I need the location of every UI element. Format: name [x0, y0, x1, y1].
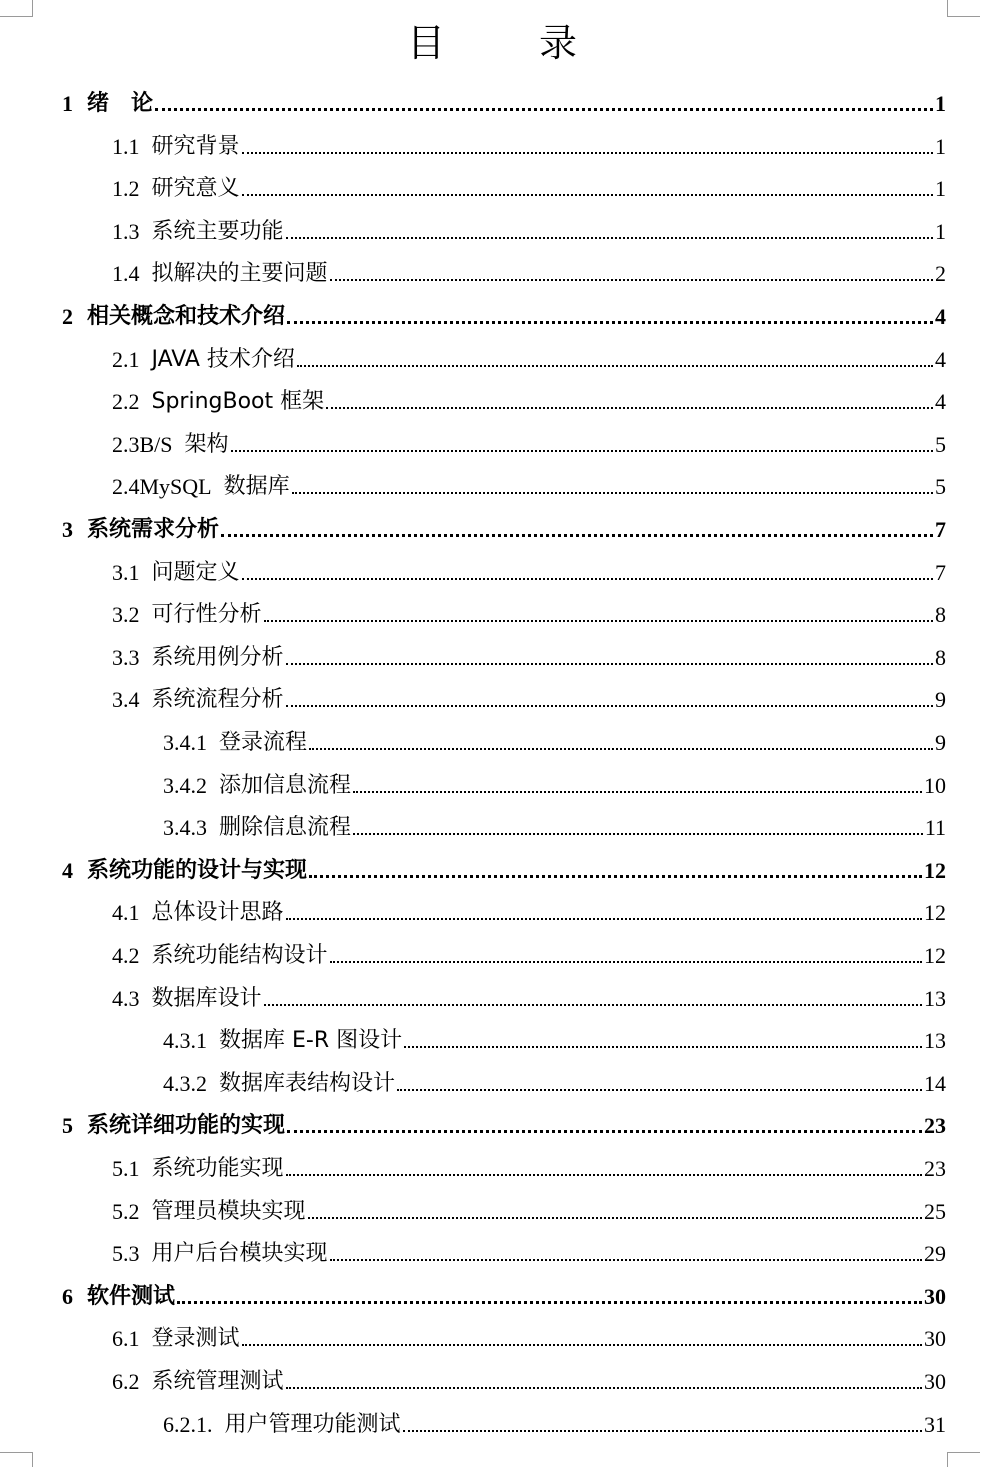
toc-entry-title: 数据库设计: [151, 985, 262, 1011]
toc-entry-number: 3.4.2: [163, 772, 207, 798]
toc-dot-leader: [309, 748, 933, 750]
toc-entry-number: 2.4MySQL: [112, 474, 212, 500]
toc-entry-page-number: 25: [924, 1198, 946, 1224]
toc-dot-leader: [330, 1259, 922, 1261]
toc-dot-leader: [397, 1089, 922, 1091]
toc-entry-title: 系统需求分析: [87, 517, 220, 542]
toc-entry-title: 数据库表结构设计: [219, 1070, 396, 1096]
toc-entry-number: 4.2: [112, 943, 140, 968]
toc-dot-leader: [353, 791, 922, 793]
toc-entry-2.1[interactable]: [112, 331, 946, 373]
toc-entry-number: 6: [62, 1283, 73, 1309]
toc-dot-leader: [242, 1344, 922, 1346]
toc-entry-page-number: 23: [924, 1156, 946, 1181]
toc-entry-number: 3.2: [112, 602, 140, 628]
toc-entry-4.1[interactable]: [112, 884, 946, 926]
toc-dot-leader: [292, 492, 933, 494]
toc-entry-5.3[interactable]: [112, 1225, 946, 1267]
toc-entry-page-number: 1: [935, 176, 946, 202]
toc-entry-3.4.2[interactable]: [163, 757, 946, 799]
toc-entry-5.2[interactable]: [112, 1183, 946, 1225]
toc-entry-5.1[interactable]: [112, 1140, 946, 1182]
toc-entry-title: 系统详细功能的实现: [87, 1113, 286, 1139]
toc-entry-title: 数据库: [223, 474, 290, 500]
toc-entry-page-number: 13: [924, 985, 946, 1011]
toc-entry-number: 3.1: [112, 559, 140, 585]
toc-entry-3[interactable]: [62, 501, 946, 543]
toc-dot-leader: [330, 279, 933, 281]
toc-entry-page-number: 5: [935, 474, 946, 500]
toc-entry-number: 1.3: [112, 218, 140, 244]
toc-entry-6[interactable]: [62, 1268, 946, 1310]
toc-entry-number: 5.2: [112, 1198, 140, 1224]
toc-title: 目 录: [406, 21, 605, 65]
toc-dot-leader: [155, 108, 933, 111]
toc-entry-page-number: 9: [935, 687, 946, 713]
toc-entry-5[interactable]: [62, 1097, 946, 1139]
toc-dot-leader: [309, 875, 922, 878]
toc-entry-1.4[interactable]: [112, 245, 946, 287]
toc-dot-leader: [231, 450, 933, 452]
toc-entry-number: 4.3.1: [163, 1028, 207, 1054]
toc-entry-3.4.3[interactable]: [163, 799, 946, 841]
toc-entry-2.4MySQL[interactable]: [112, 458, 946, 500]
toc-entry-page-number: 29: [924, 1241, 946, 1267]
toc-entry-number: 4.1: [112, 900, 140, 926]
toc-entry-page-number: 1: [935, 133, 946, 159]
toc-entry-title: 系统主要功能: [151, 218, 284, 244]
toc-entry-1.2[interactable]: [112, 160, 946, 202]
toc-dot-leader: [242, 152, 933, 154]
toc-entry-page-number: 14: [924, 1070, 946, 1096]
toc-entry-page-number: 9: [935, 730, 946, 755]
toc-entry-page-number: 8: [935, 602, 946, 628]
toc-entry-6.2.1[interactable]: [163, 1396, 946, 1438]
toc-dot-leader: [286, 237, 933, 239]
toc-entry-page-number: 12: [924, 943, 946, 968]
toc-entry-3.1[interactable]: [112, 544, 946, 586]
toc-entry-page-number: 30: [924, 1326, 946, 1352]
toc-entry-page-number: 31: [924, 1411, 946, 1437]
toc-entry-title: 问题定义: [151, 559, 240, 585]
toc-entry-1.1[interactable]: [112, 118, 946, 160]
toc-entry-title: 系统用例分析: [151, 644, 284, 670]
toc-dot-leader: [404, 1046, 922, 1048]
toc-entry-4[interactable]: [62, 842, 946, 884]
toc-entry-title: 登录测试: [151, 1326, 240, 1352]
crop-mark-top-right: [947, 0, 980, 17]
toc-entry-number: 3: [62, 517, 73, 542]
toc-dot-leader: [221, 534, 933, 537]
toc-dot-leader: [287, 1130, 922, 1133]
toc-entry-title: 可行性分析: [151, 602, 262, 628]
toc-entry-page-number: 30: [924, 1283, 946, 1309]
toc-dot-leader: [177, 1301, 922, 1304]
toc-entry-number: 5.1: [112, 1156, 140, 1181]
toc-entry-page-number: 4: [935, 346, 946, 372]
toc-entry-2.2[interactable]: [112, 373, 946, 415]
toc-dot-leader: [287, 321, 933, 324]
toc-entry-page-number: 5: [935, 431, 946, 457]
toc-entry-number: 1.1: [112, 133, 140, 159]
toc-dot-leader: [286, 918, 922, 920]
toc-entry-page-number: 1: [935, 91, 946, 116]
toc-entry-4.3.1[interactable]: [163, 1012, 946, 1054]
toc-entry-1[interactable]: [62, 75, 946, 117]
toc-entry-page-number: 1: [935, 218, 946, 244]
toc-entry-1.3[interactable]: [112, 203, 946, 245]
toc-entry-number: 5: [62, 1113, 73, 1139]
toc-entry-title: 总体设计思路: [151, 900, 284, 926]
toc-entry-page-number: 30: [924, 1369, 946, 1394]
toc-dot-leader: [286, 1174, 922, 1176]
toc-entry-number: 1.4: [112, 261, 140, 287]
toc-entry-6.1[interactable]: [112, 1310, 946, 1352]
toc-entry-number: 4: [62, 857, 73, 883]
toc-entry-number: 6.1: [112, 1326, 140, 1352]
toc-entry-number: 4.3: [112, 985, 140, 1011]
toc-entry-number: 2.1: [112, 346, 140, 372]
toc-entry-page-number: 23: [924, 1113, 946, 1139]
toc-entry-3.2[interactable]: [112, 586, 946, 628]
toc-entry-number: 3.4.1: [163, 730, 207, 755]
toc-dot-leader: [330, 961, 922, 963]
toc-entry-2.3BS[interactable]: [112, 416, 946, 458]
toc-entry-number: 5.3: [112, 1241, 140, 1267]
toc-entry-number: 2: [62, 304, 73, 329]
toc-entry-4.3.2[interactable]: [163, 1055, 946, 1097]
toc-entry-page-number: 12: [924, 900, 946, 926]
toc-entry-title: 相关概念和技术介绍: [87, 304, 286, 329]
toc-entry-page-number: 10: [924, 772, 946, 798]
toc-dot-leader: [286, 1387, 922, 1389]
toc-entry-page-number: 12: [924, 857, 946, 883]
toc-entry-page-number: 8: [935, 644, 946, 670]
toc-dot-leader: [403, 1430, 922, 1432]
toc-dot-leader: [286, 663, 933, 665]
toc-entry-title: 系统流程分析: [151, 687, 284, 713]
toc-entry-page-number: 7: [935, 559, 946, 585]
toc-entry-number: 6.2: [112, 1369, 140, 1394]
toc-entry-number: 6.2.1.: [163, 1411, 213, 1437]
toc-dot-leader: [242, 194, 933, 196]
toc-entry-3.3[interactable]: [112, 629, 946, 671]
toc-entry-2[interactable]: [62, 288, 946, 330]
toc-entry-title: 登录流程: [219, 730, 308, 755]
toc-dot-leader: [297, 365, 933, 367]
toc-entry-title: 架构: [184, 431, 229, 457]
toc-entry-number: 2.3B/S: [112, 431, 173, 457]
toc-entry-title: SpringBoot 框架: [151, 389, 325, 415]
toc-entry-title: 研究背景: [151, 133, 240, 159]
toc-entry-title: 系统功能结构设计: [151, 943, 328, 968]
toc-entry-page-number: 2: [935, 261, 946, 287]
toc-entry-title: 删除信息流程: [219, 815, 352, 841]
toc-dot-leader: [286, 705, 933, 707]
toc-entry-title: 研究意义: [151, 176, 240, 202]
crop-mark-bottom-right: [947, 1452, 980, 1467]
toc-entry-title: 软件测试: [87, 1283, 176, 1309]
toc-entry-number: 2.2: [112, 389, 140, 415]
toc-dot-leader: [264, 1004, 922, 1006]
crop-mark-top-left: [0, 0, 33, 17]
toc-dot-leader: [264, 620, 933, 622]
toc-entry-title: 系统功能的设计与实现: [87, 857, 308, 883]
toc-entry-3.4[interactable]: [112, 671, 946, 713]
toc-entry-title: 用户后台模块实现: [151, 1241, 328, 1267]
toc-entry-3.4.1[interactable]: [163, 714, 946, 756]
crop-mark-bottom-left: [0, 1452, 33, 1467]
toc-entry-page-number: 4: [935, 389, 946, 415]
toc-entry-number: 1.2: [112, 176, 140, 202]
toc-entry-6.2[interactable]: [112, 1353, 946, 1395]
toc-entry-number: 1: [62, 91, 73, 116]
toc-entry-page-number: 11: [924, 815, 946, 841]
toc-entry-title: 系统管理测试: [151, 1369, 284, 1394]
toc-dot-leader: [326, 407, 933, 409]
toc-entry-4.3[interactable]: [112, 970, 946, 1012]
toc-entry-page-number: 7: [935, 517, 946, 542]
toc-entry-title: JAVA 技术介绍: [151, 346, 295, 372]
toc-dot-leader: [242, 578, 933, 580]
toc-entry-page-number: 4: [935, 304, 946, 329]
toc-entry-title: 系统功能实现: [151, 1156, 284, 1181]
toc-entry-4.2[interactable]: [112, 927, 946, 969]
toc-entry-title: 数据库 E-R 图设计: [219, 1028, 403, 1054]
toc-dot-leader: [308, 1217, 922, 1219]
toc-dot-leader: [353, 833, 923, 835]
toc-entry-number: 4.3.2: [163, 1070, 207, 1096]
toc-entry-number: 3.3: [112, 644, 140, 670]
toc-entry-title: 用户管理功能测试: [224, 1411, 401, 1437]
toc-entry-title: 绪 论: [87, 91, 154, 116]
toc-entry-title: 管理员模块实现: [151, 1198, 306, 1224]
toc-entry-page-number: 13: [924, 1028, 946, 1054]
toc-entry-number: 3.4.3: [163, 815, 207, 841]
toc-entry-title: 拟解决的主要问题: [151, 261, 328, 287]
toc-entry-title: 添加信息流程: [219, 772, 352, 798]
toc-entry-number: 3.4: [112, 687, 140, 713]
